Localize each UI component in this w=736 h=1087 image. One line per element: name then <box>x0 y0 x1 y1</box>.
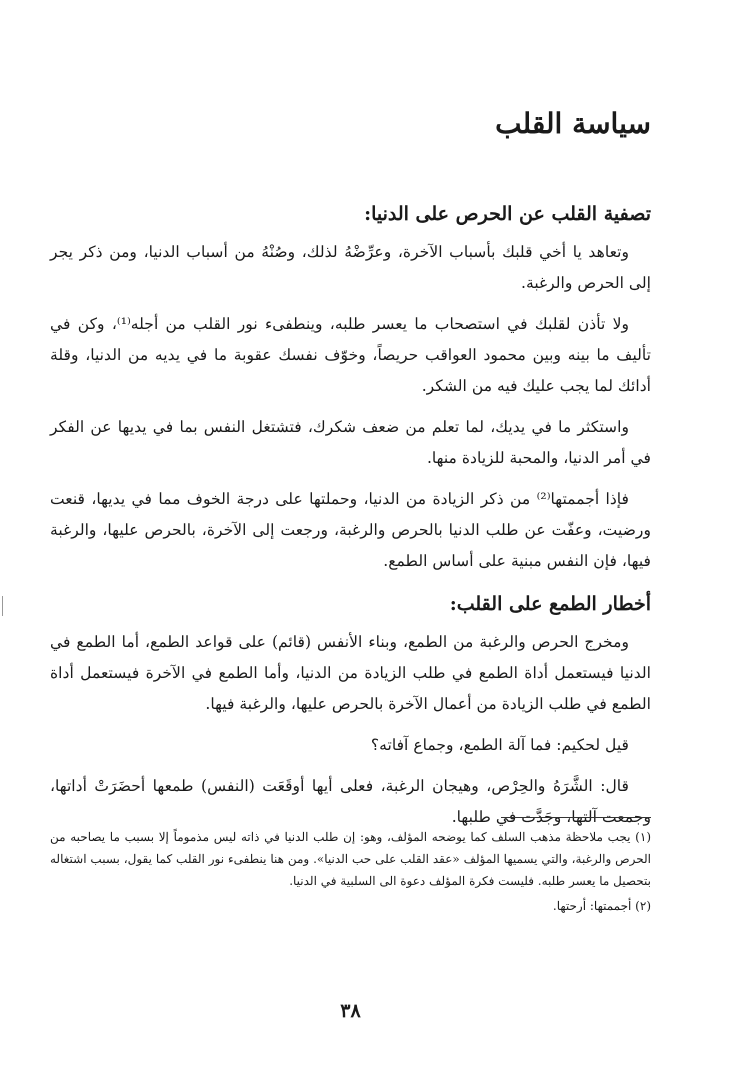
section-heart-purification <box>50 200 651 587</box>
section-heading: تصفية القلب عن الحرص على الدنيا: <box>364 203 651 225</box>
section-dangers-of-greed <box>50 590 651 843</box>
paragraph: قيل لحكيم: فما آلة الطمع، وجماع آفاته؟ <box>370 735 629 754</box>
paragraph: ومخرج الحرص والرغبة من الطمع، وبناء الأنفس (قائم) على قواعد الطمع، أما الطمع في الدنيا فيستعمل أداة الطمع في طلب الزيادة من الدنيا، وأما الطمع في الآخرة فيستعمل أداة الطمع في طلب الزيادة من أعمال الآخرة بالحرص عليها، والرغبة فيها. <box>50 632 651 713</box>
paragraph: ولا تأذن لقلبك في استصحاب ما يعسر طلبه، وينطفىء نور القلب من أجله⁽¹⁾، وكن في تأليف ما بينه وبين محمود العواقب حريصاً، وخوّف نفسك عقوبة ما في يديه من الدنيا، وقلة أدائك لما يجب عليك فيه من الشكر. <box>50 314 651 395</box>
paragraph: وتعاهد يا أخي قلبك بأسباب الآخرة، وعرِّضْهُ لذلك، وصُنْهُ من أسباب الدنيا، ومن ذكر يجر إلى الحرص والرغبة. <box>50 242 651 292</box>
paragraph: واستكثر ما في يديك، لما تعلم من ضعف شكرك، فتشتغل النفس بما في يديها عن الفكر في أمر الدنيا، والمحبة للزيادة منها. <box>50 417 651 467</box>
section-heading: أخطار الطمع على القلب: <box>449 593 651 615</box>
book-page <box>50 0 651 1087</box>
margin-mark <box>2 596 3 616</box>
footnotes <box>50 826 651 920</box>
footnote: (١) يجب ملاحظة مذهب السلف كما يوضحه المؤلف، وهو: إن طلب الدنيا في ذاته ليس مذموماً إلا بسبب ما يصاحبه من الحرص والرغبة، والتي يسميها المؤلف «عقد القلب على حب الدنيا». ومن هنا ينطفىء نور القلب كما يقول، بسبب اشتغاله بتحصيل ما يعسر طلبه. فليست فكرة المؤلف دعوة الى السلبية في الدنيا. <box>50 830 651 888</box>
chapter-title: سياسة القلب <box>495 107 651 140</box>
footnote: (٢) أجممتها: أرحتها. <box>552 899 651 913</box>
footnote-divider <box>501 817 651 818</box>
paragraph: قال: الشَّرَهُ والحِرْص، وهيجان الرغبة، فعلى أيها أوقَعَت (النفس) طمعها أحضَرَتْ أداتها، وجمعت آلتها، وجَدَّت في طلبها. <box>50 776 651 826</box>
paragraph: فإذا أجممتها⁽²⁾ من ذكر الزيادة من الدنيا، وحملتها على درجة الخوف مما في يديها، قنعت ورضيت، وعفّت عن طلب الدنيا بالحرص والرغبة، ورجعت إلى الآخرة، بالحرص عليها، والرغبة فيها، فإن النفس مبنية على أساس الطمع. <box>50 489 651 570</box>
page-number: ٣٨ <box>340 1000 361 1022</box>
